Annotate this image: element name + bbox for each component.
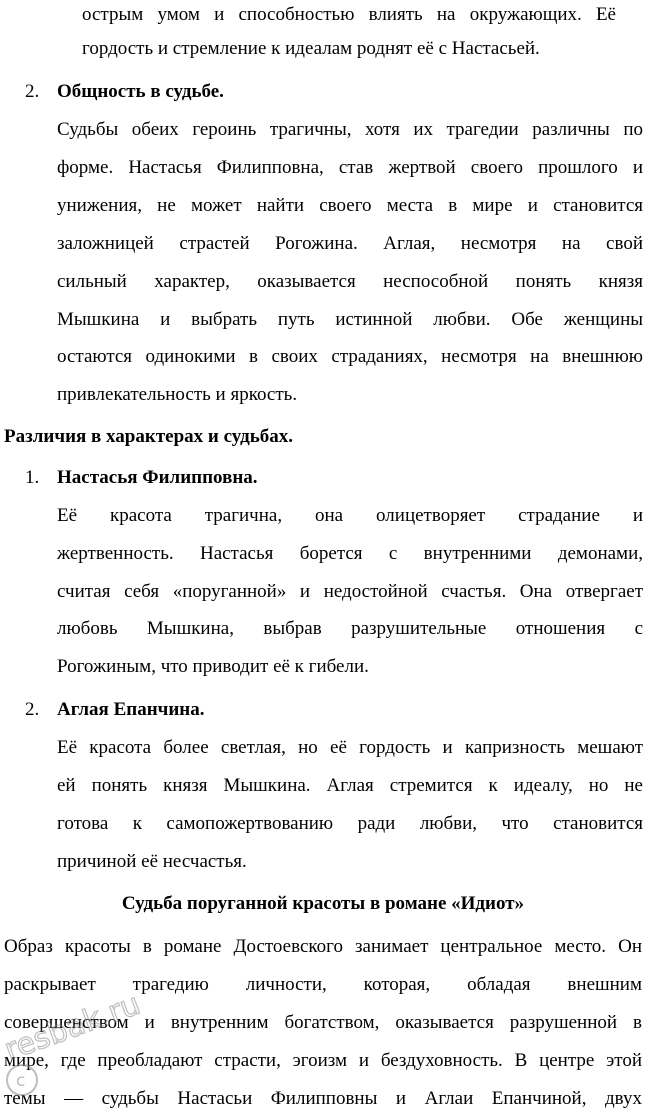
list-item-title: Настасья Филипповна. [57,467,258,488]
list-number: 1. [25,467,40,488]
paragraph-line: Судьбы обеих героинь трагичны, хотя их трагедии различны по [57,119,643,140]
paragraph-line: Мышкина и выбрать путь истинной любви. Обе женщины [57,309,643,330]
paragraph-line: заложницей страстей Рогожина. Аглая, несмотря на свой [57,233,643,254]
paragraph-line: привлекательность и яркость. [57,384,298,405]
paragraph-line: ей понять князя Мышкина. Аглая стремится к идеалу, но не [57,775,643,796]
list-number: 2. [25,699,40,720]
copyright-letter: c [16,1071,26,1091]
paragraph-line: причиной её несчастья. [57,851,247,872]
section-heading: Различия в характерах и судьбах. [4,426,293,447]
paragraph-line: Её красота трагична, она олицетворяет страдание и [57,505,643,526]
paragraph-line: острым умом и способностью влиять на окружающих. Её [82,4,616,25]
paragraph-line: жертвенность. Настасья борется с внутренними демонами, [57,543,643,564]
paragraph-line: гордость и стремление к идеалам роднят её с Настасьей. [82,38,540,59]
paragraph-line: Её красота более светлая, но её гордость и капризность мешают [57,737,643,758]
paragraph-line: остаются одинокими в своих страданиях, несмотря на внешнюю [57,346,643,367]
paragraph-line: Образ красоты в романе Достоевского занимает центральное место. Он [4,936,642,957]
paragraph-line: совершенством и внутренним богатством, оказывается разрушенной в [4,1012,642,1033]
watermark-logo [0,986,145,1101]
paragraph-line: унижения, не может найти своего места в мире и становится [57,195,643,216]
list-item-title: Аглая Епанчина. [57,699,205,720]
paragraph-line: готова к самопожертвованию ради любви, что становится [57,813,643,834]
paragraph-line: сильный характер, оказывается неспособной понять князя [57,271,643,292]
paragraph-line: мире, где преобладают страсти, эгоизм и бездуховность. В центре этой [4,1050,642,1071]
paragraph-line: форме. Настасья Филипповна, став жертвой своего прошлого и [57,157,643,178]
paragraph-line: считая себя «поруганной» и недостойной счастья. Она отвергает [57,581,643,602]
paragraph-line: раскрывает трагедию личности, которая, обладая внешним [4,974,642,995]
paragraph-line: Рогожиным, что приводит её к гибели. [57,656,369,677]
paragraph-line: любовь Мышкина, выбрав разрушительные отношения с [57,618,643,639]
essay-title: Судьба поруганной красоты в романе «Идиот» [121,893,525,914]
list-item-title: Общность в судьбе. [57,81,224,102]
watermark-text: resbak.ru [0,986,145,1068]
paragraph-line: темы — судьбы Настасьи Филипповны и Аглаи Епанчиной, двух [4,1088,642,1109]
list-number: 2. [25,81,40,102]
